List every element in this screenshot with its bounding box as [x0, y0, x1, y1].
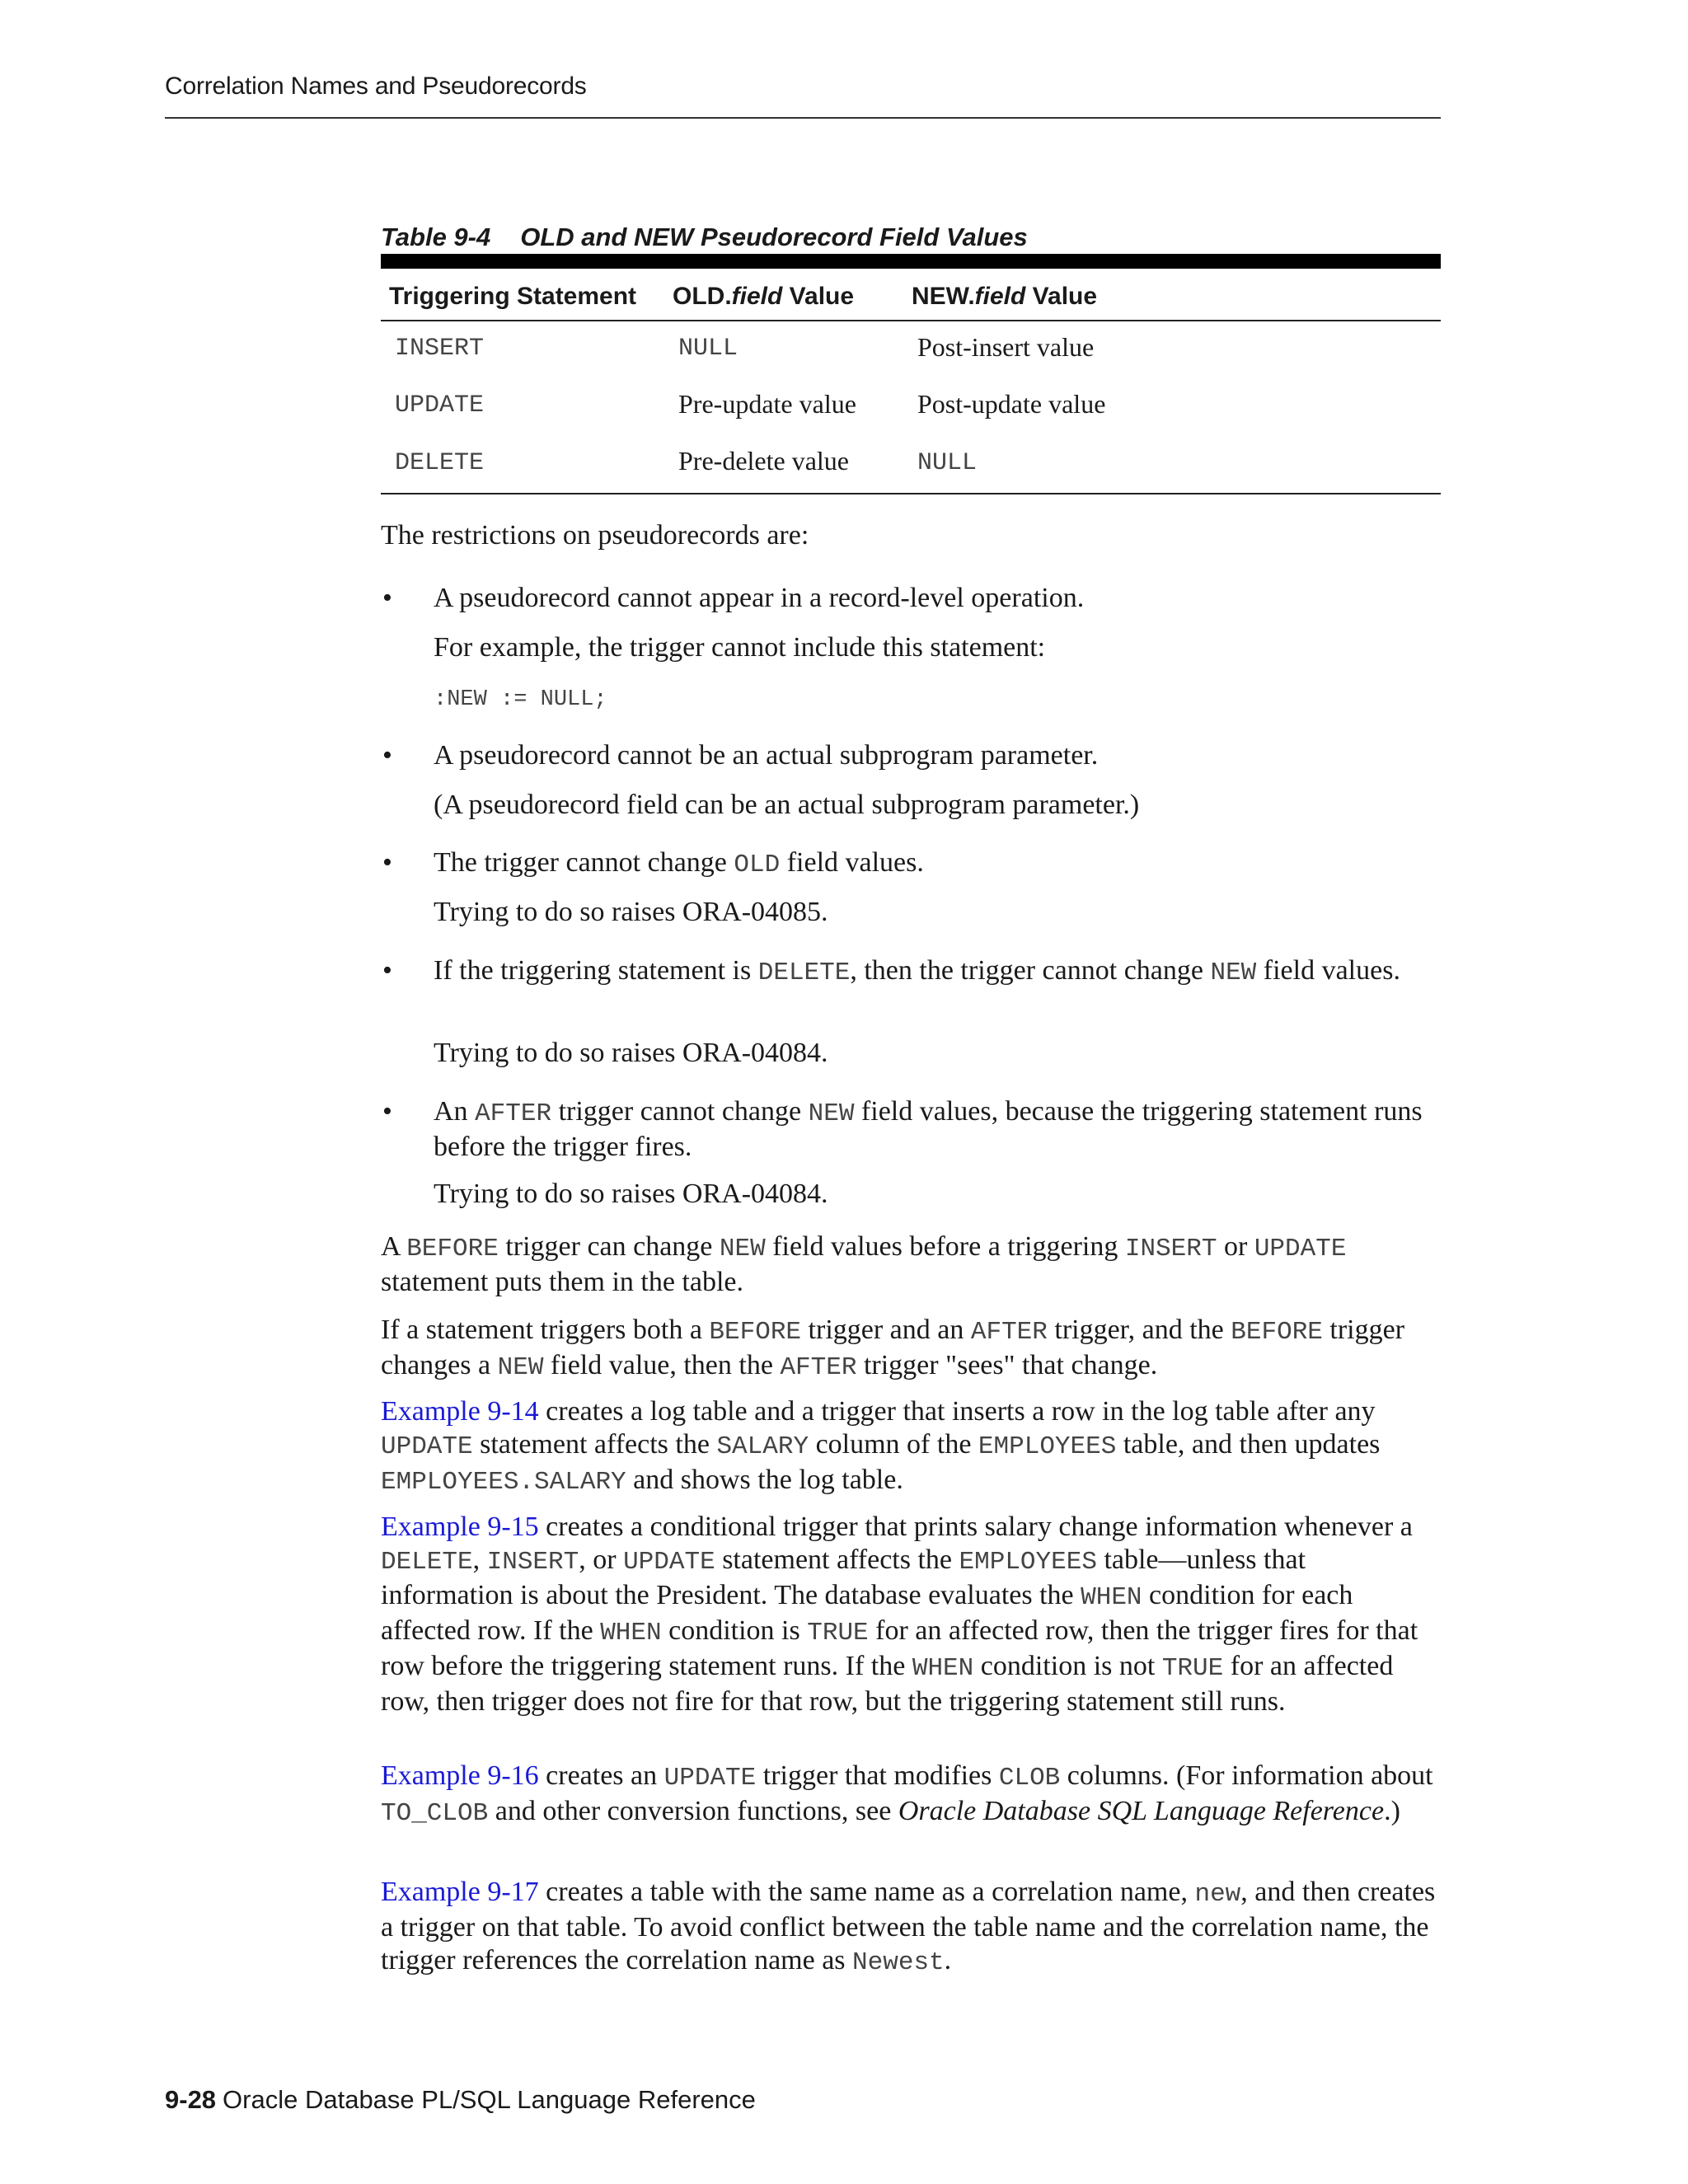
book-title: Oracle Database SQL Language Reference [898, 1796, 1385, 1826]
bullet-subtext: (A pseudorecord field can be an actual subprogram parameter.) [434, 790, 1140, 820]
bullet-item: A pseudorecord cannot be an actual subprogram parameter. [434, 740, 1099, 771]
bullet-subtext: Trying to do so raises ORA-04085. [434, 897, 828, 927]
bullet-item: A pseudorecord cannot appear in a record-level operation. [434, 583, 1085, 613]
table-cell-new: Post-update value [917, 389, 1106, 419]
paragraph: If a statement triggers both a BEFORE trigger and an AFTER trigger, and the BEFORE trigger changes a NEW field value, then the AFTER trigger "sees" that change. [381, 1315, 1405, 1382]
paragraph: Example 9-17 creates a table with the same name as a correlation name, new, and then creates a trigger on that table. To avoid conflict between the table name and the correlation name, the trigger references the correlation name as Newest. [381, 1877, 1436, 1977]
table-title: OLD and NEW Pseudorecord Field Values [520, 223, 1028, 251]
table-cell-old: Pre-delete value [678, 446, 849, 476]
bullet-item: The trigger cannot change OLD field values. [434, 847, 924, 879]
book-title-footer: Oracle Database PL/SQL Language Reference [223, 2085, 756, 2114]
running-header: Correlation Names and Pseudorecords [165, 73, 587, 100]
header-rule [165, 117, 1441, 119]
bullet-glyph: • [382, 740, 392, 771]
column-header-new: NEW.field Value [912, 283, 1098, 310]
example-link[interactable]: Example 9-16 [381, 1760, 539, 1791]
bullet-subtext: Trying to do so raises ORA-04084. [434, 1038, 828, 1068]
table-cell-new: NULL [917, 449, 978, 477]
column-header-statement: Triggering Statement [389, 283, 637, 310]
page-footer [165, 2085, 756, 2115]
table-cell-statement: INSERT [395, 335, 485, 363]
table-cell-old: NULL [678, 335, 738, 363]
table-bottom-rule [381, 493, 1441, 494]
example-link[interactable]: Example 9-15 [381, 1511, 539, 1542]
code-example: :NEW := NULL; [434, 687, 607, 712]
table-cell-statement: UPDATE [395, 391, 485, 419]
paragraph: Example 9-16 creates an UPDATE trigger that modifies CLOB columns. (For information about TO_CLOB and other conversion functions, see Oracle Database SQL Language Reference.) [381, 1760, 1433, 1828]
bullet-glyph: • [382, 847, 392, 878]
paragraph: Example 9-15 creates a conditional trigger that prints salary change information whenever a DELETE, INSERT, or UPDATE statement affects the EMPLOYEES table—unless that information is about the President. The database evaluates the WHEN condition for each affected row. If the WHEN condition is TRUE for an affected row, then the trigger fires for that row before the triggering statement runs. If the WHEN condition is not TRUE for an affected row, then trigger does not fire for that row, but the triggering statement still runs. [381, 1511, 1418, 1717]
table-cell-new: Post-insert value [917, 332, 1095, 362]
bullet-subtext: Trying to do so raises ORA-04084. [434, 1179, 828, 1209]
table-cell-old: Pre-update value [678, 389, 856, 419]
table-header-rule [381, 320, 1441, 321]
paragraph: A BEFORE trigger can change NEW field values before a triggering INSERT or UPDATE statement puts them in the table. [381, 1231, 1347, 1297]
table-cell-statement: DELETE [395, 449, 485, 477]
bullet-item: An AFTER trigger cannot change NEW field values, because the triggering statement runs before the trigger fires. [434, 1096, 1423, 1162]
table-number: Table 9-4 [381, 223, 491, 251]
paragraph: Example 9-14 creates a log table and a trigger that inserts a row in the log table after any UPDATE statement affects the SALARY column of the EMPLOYEES table, and then updates EMPLOYEES.SALARY and shows the log table. [381, 1396, 1381, 1497]
table-top-rule [381, 254, 1441, 269]
example-link[interactable]: Example 9-14 [381, 1396, 539, 1427]
bullet-glyph: • [382, 955, 392, 986]
bullet-glyph: • [382, 583, 392, 613]
intro-paragraph: The restrictions on pseudorecords are: [381, 520, 809, 551]
bullet-subtext: For example, the trigger cannot include this statement: [434, 632, 1046, 663]
example-link[interactable]: Example 9-17 [381, 1877, 539, 1907]
bullet-item: If the triggering statement is DELETE, then the trigger cannot change NEW field values. [434, 955, 1400, 987]
table-caption [381, 223, 1028, 252]
bullet-glyph: • [382, 1096, 392, 1127]
page-number: 9-28 [165, 2085, 217, 2114]
column-header-old: OLD.field Value [673, 283, 855, 310]
